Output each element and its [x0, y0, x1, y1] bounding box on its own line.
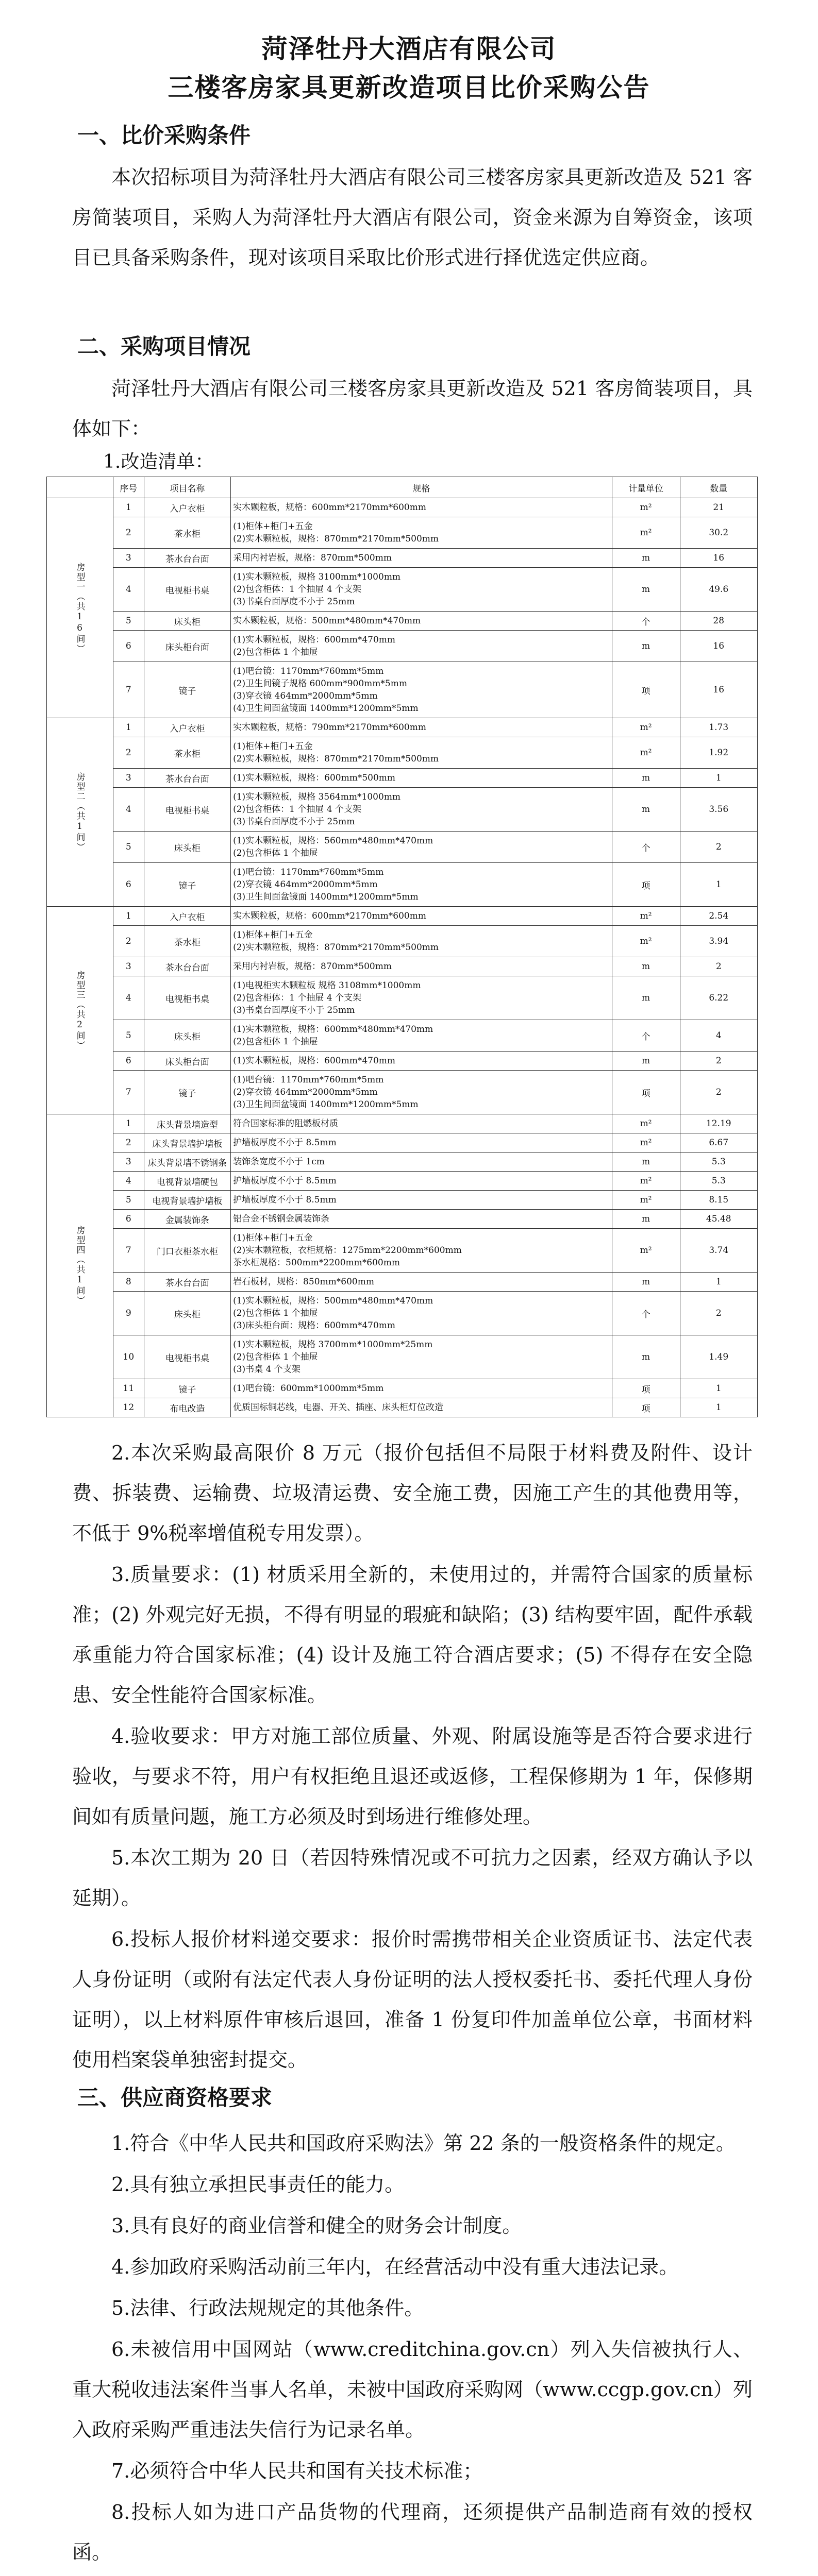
cell-name: 电视柜书桌 [144, 1335, 230, 1379]
title-line-2: 三楼客房家具更新改造项目比价采购公告 [168, 72, 650, 103]
cell-qty: 1.92 [680, 737, 758, 769]
qual-9 [72, 2573, 753, 2576]
table-row [47, 1398, 758, 1417]
table-row [47, 957, 758, 976]
cell-no: 12 [113, 1398, 144, 1417]
para-limit: 2.本次采购最高限价 8 万元（报价包括但不局限于材料费及附件、设计费、拆装费、运输费、垃圾清运费、安全施工费，因施工产生的其他费用等，不低于 9%税率增值税专用发票）。 [72, 1442, 753, 1545]
cell-qty: 1 [680, 769, 758, 788]
table-row [47, 1379, 758, 1398]
cell-no: 3 [113, 957, 144, 976]
cell-qty: 6.67 [680, 1133, 758, 1153]
cell-qty: 6.22 [680, 976, 758, 1020]
cell-name: 电视柜书桌 [144, 788, 230, 832]
table-row [47, 737, 758, 769]
cell-qty: 2 [680, 1052, 758, 1071]
cell-spec: (1)吧台镜：1170mm*760mm*5mm (2)穿衣镜 464mm*2000mm*5mm (3)卫生间面盆镜面 1400mm*1200mm*5mm [231, 1071, 612, 1114]
cell-qty: 16 [680, 662, 758, 718]
cell-spec: (1)吧台镜：1170mm*760mm*5mm (2)穿衣镜 464mm*2000mm*5mm (3)卫生间面盆镜面 1400mm*1200mm*5mm [231, 863, 612, 907]
table-row [47, 1292, 758, 1335]
cell-spec: 实木颗粒板，规格：500mm*480mm*470mm [231, 612, 612, 631]
cell-unit: m [612, 631, 680, 662]
cell-qty: 30.2 [680, 517, 758, 549]
table-row [47, 1210, 758, 1229]
cell-no: 4 [113, 976, 144, 1020]
cell-unit: m [612, 549, 680, 568]
room-type-label [47, 718, 113, 907]
cell-qty: 2.54 [680, 907, 758, 926]
cell-name: 入户衣柜 [144, 498, 230, 517]
title-line-1: 菏泽牡丹大酒店有限公司 [261, 33, 557, 64]
cell-qty: 5.3 [680, 1172, 758, 1191]
section-1-paragraph: 本次招标项目为菏泽牡丹大酒店有限公司三楼客房家具更新改造及 521 客房简装项目，采购人为菏泽牡丹大酒店有限公司，资金来源为自筹资金，该项目已具备采购条件，现对该项目采取比价形式进行择优选定供应商。 [72, 166, 753, 269]
cell-no: 2 [113, 1133, 144, 1153]
cell-no: 5 [113, 832, 144, 863]
cell-spec: 采用内衬岩板，规格：870mm*500mm [231, 549, 612, 568]
cell-unit: 项 [612, 1379, 680, 1398]
cell-qty: 1 [680, 1379, 758, 1398]
cell-name: 床头背景墙不锈钢条 [144, 1153, 230, 1172]
qual-8: 8.投标人如为进口产品货物的代理商，还须提供产品制造商有效的授权函。 [72, 2501, 753, 2564]
cell-spec: (1)柜体+柜门+五金 (2)实木颗粒板，规格：870mm*2170mm*500mm [231, 737, 612, 769]
cell-spec: (1)电视柜实木颗粒板 规格 3108mm*1000mm (2)包含柜体：1 个抽屉 4 个支架 (3)书桌台面厚度不小于 25mm [231, 976, 612, 1020]
para-acceptance: 4.验收要求：甲方对施工部位质量、外观、附属设施等是否符合要求进行验收，与要求不符，用户有权拒绝且退还或返修，工程保修期为 1 年，保修期间如有质量问题，施工方必须及时到场进行维修处理。 [72, 1725, 753, 1828]
section-2-intro: 菏泽牡丹大酒店有限公司三楼客房家具更新改造及 521 客房简装项目，具体如下： [72, 377, 753, 440]
cell-no: 7 [113, 662, 144, 718]
cell-no: 2 [113, 926, 144, 957]
cell-name: 床头柜台面 [144, 631, 230, 662]
cell-no: 9 [113, 1292, 144, 1335]
cell-no: 7 [113, 1229, 144, 1273]
cell-no: 3 [113, 1153, 144, 1172]
table-row [47, 612, 758, 631]
cell-no: 6 [113, 631, 144, 662]
cell-name: 床头柜 [144, 1292, 230, 1335]
items-table [46, 477, 758, 1417]
table-row [47, 718, 758, 737]
cell-spec: 装饰条宽度不小于 1cm [231, 1153, 612, 1172]
cell-unit: m² [612, 1133, 680, 1153]
cell-unit: m² [612, 718, 680, 737]
cell-name: 茶水台台面 [144, 549, 230, 568]
cell-unit: m² [612, 1172, 680, 1191]
cell-spec: (1)吧台镜：600mm*1000mm*5mm [231, 1379, 612, 1398]
qual-3: 3.具有良好的商业信誉和健全的财务会计制度。 [111, 2214, 522, 2237]
cell-qty: 2 [680, 1292, 758, 1335]
cell-unit: m² [612, 737, 680, 769]
cell-unit: m² [612, 907, 680, 926]
table-row [47, 1020, 758, 1052]
cell-spec: (1)实木颗粒板，规格：600mm*480mm*470mm (2)包含柜体 1 个抽屉 [231, 1020, 612, 1052]
cell-no: 5 [113, 612, 144, 631]
room-type-label [47, 498, 113, 718]
cell-qty: 28 [680, 612, 758, 631]
cell-qty: 16 [680, 549, 758, 568]
room-type-label-text: 房型一（共16间） [74, 562, 85, 654]
room-type-label-text: 房型四（共1间） [74, 1226, 85, 1306]
table-row [47, 1153, 758, 1172]
cell-unit: m [612, 1335, 680, 1379]
cell-name: 电视柜书桌 [144, 976, 230, 1020]
table-row [47, 832, 758, 863]
cell-no: 4 [113, 568, 144, 612]
cell-qty: 3.56 [680, 788, 758, 832]
cell-unit: m² [612, 926, 680, 957]
table-header-group [47, 477, 113, 498]
cell-qty: 4 [680, 1020, 758, 1052]
qual-5: 5.法律、行政法规规定的其他条件。 [111, 2297, 424, 2319]
table-row [47, 631, 758, 662]
cell-no: 7 [113, 1071, 144, 1114]
cell-spec: 采用内衬岩板，规格：870mm*500mm [231, 957, 612, 976]
cell-unit: 个 [612, 1020, 680, 1052]
room-type-label [47, 907, 113, 1114]
qual-6: 6.未被信用中国网站（www.creditchina.gov.cn）列入失信被执行人、重大税收违法案件当事人名单，未被中国政府采购网（www.ccgp.gov.cn）列入政府采购严重违法失信行为记录名单。 [72, 2338, 753, 2441]
table-row [47, 549, 758, 568]
table-row [47, 1114, 758, 1133]
cell-qty: 1 [680, 1398, 758, 1417]
cell-qty: 45.48 [680, 1210, 758, 1229]
cell-no: 8 [113, 1273, 144, 1292]
cell-name: 床头柜台面 [144, 1052, 230, 1071]
cell-qty: 3.94 [680, 926, 758, 957]
table-row [47, 1191, 758, 1210]
cell-no: 5 [113, 1191, 144, 1210]
table-row [47, 1273, 758, 1292]
section-3-heading: 三、供应商资格要求 [77, 2085, 273, 2110]
table-header-row [47, 477, 758, 498]
cell-name: 床头背景墙造型 [144, 1114, 230, 1133]
qual-1: 1.符合《中华人民共和国政府采购法》第 22 条的一般资格条件的规定。 [111, 2132, 736, 2155]
table-row [47, 926, 758, 957]
cell-no: 1 [113, 1114, 144, 1133]
cell-name: 入户衣柜 [144, 718, 230, 737]
cell-unit: m² [612, 1114, 680, 1133]
cell-name: 镜子 [144, 662, 230, 718]
cell-spec: (1)实木颗粒板，规格 3100mm*1000mm (2)包含柜体：1 个抽屉 4 个支架 (3)书桌台面厚度不小于 25mm [231, 568, 612, 612]
cell-name: 布电改造 [144, 1398, 230, 1417]
cell-qty: 5.3 [680, 1153, 758, 1172]
cell-unit: m² [612, 517, 680, 549]
cell-no: 3 [113, 769, 144, 788]
cell-unit: 项 [612, 1071, 680, 1114]
para-duration: 5.本次工期为 20 日（若因特殊情况或不可抗力之因素，经双方确认予以延期）。 [72, 1846, 753, 1909]
cell-name: 镜子 [144, 1379, 230, 1398]
cell-name: 床头柜 [144, 832, 230, 863]
cell-name: 床头柜 [144, 612, 230, 631]
cell-unit: 个 [612, 612, 680, 631]
table-row [47, 662, 758, 718]
cell-unit: m² [612, 1191, 680, 1210]
table-row [47, 517, 758, 549]
cell-unit: m² [612, 1229, 680, 1273]
cell-name: 茶水柜 [144, 517, 230, 549]
cell-unit: m [612, 788, 680, 832]
cell-no: 6 [113, 863, 144, 907]
cell-spec: 实木颗粒板，规格：600mm*2170mm*600mm [231, 907, 612, 926]
table-row [47, 1052, 758, 1071]
cell-unit: m [612, 769, 680, 788]
cell-spec: (1)实木颗粒板，规格：600mm*500mm [231, 769, 612, 788]
cell-spec: 优质国标铜芯线，电器、开关、插座、床头柜灯位改造 [231, 1398, 612, 1417]
cell-spec: 铝合金不锈钢金属装饰条 [231, 1210, 612, 1229]
cell-unit: m [612, 1273, 680, 1292]
cell-no: 1 [113, 718, 144, 737]
cell-qty: 1 [680, 863, 758, 907]
cell-no: 2 [113, 737, 144, 769]
cell-no: 1 [113, 498, 144, 517]
cell-no: 6 [113, 1052, 144, 1071]
cell-qty: 2 [680, 832, 758, 863]
cell-name: 茶水台台面 [144, 769, 230, 788]
cell-unit: m [612, 1052, 680, 1071]
cell-unit: 项 [612, 1398, 680, 1417]
cell-no: 5 [113, 1020, 144, 1052]
cell-name: 门口衣柜茶水柜 [144, 1229, 230, 1273]
cell-unit: m [612, 976, 680, 1020]
table-row [47, 1172, 758, 1191]
cell-unit: m [612, 568, 680, 612]
section-2-heading: 二、采购项目情况 [77, 334, 251, 359]
room-type-label-text: 房型二（共1间） [74, 772, 85, 852]
list-label: 1.改造清单： [103, 451, 214, 472]
cell-spec: 实木颗粒板，规格：600mm*2170mm*600mm [231, 498, 612, 517]
table-header-name: 项目名称 [144, 477, 230, 498]
cell-qty: 16 [680, 631, 758, 662]
cell-name: 床头柜 [144, 1020, 230, 1052]
cell-no: 4 [113, 788, 144, 832]
cell-name: 入户衣柜 [144, 907, 230, 926]
cell-no: 6 [113, 1210, 144, 1229]
cell-no: 10 [113, 1335, 144, 1379]
cell-qty: 21 [680, 498, 758, 517]
cell-unit: m [612, 957, 680, 976]
cell-qty: 49.6 [680, 568, 758, 612]
section-1-heading: 一、比价采购条件 [77, 123, 251, 148]
table-header-unit: 计量单位 [612, 477, 680, 498]
cell-spec: (1)吧台镜：1170mm*760mm*5mm (2)卫生间镜子规格 600mm*900mm*5mm (3)穿衣镜 464mm*2000mm*5mm (4)卫生间面盆镜面 1400mm*1200mm*5mm [231, 662, 612, 718]
qual-7: 7.必须符合中华人民共和国有关技术标准； [111, 2460, 483, 2482]
cell-spec: 符合国家标准的阻燃板材质 [231, 1114, 612, 1133]
cell-spec: (1)实木颗粒板，规格 3564mm*1000mm (2)包含柜体：1 个抽屉 4 个支架 (3)书桌台面厚度不小于 25mm [231, 788, 612, 832]
cell-qty: 2 [680, 1071, 758, 1114]
cell-unit: 个 [612, 832, 680, 863]
cell-unit: m [612, 1153, 680, 1172]
cell-spec: 实木颗粒板，规格：790mm*2170mm*600mm [231, 718, 612, 737]
cell-name: 镜子 [144, 1071, 230, 1114]
cell-qty: 3.74 [680, 1229, 758, 1273]
table-row [47, 1071, 758, 1114]
cell-spec: (1)柜体+柜门+五金 (2)实木颗粒板，规格：870mm*2170mm*500mm [231, 517, 612, 549]
cell-spec: 护墙板厚度不小于 8.5mm [231, 1133, 612, 1153]
cell-name: 电视背景墙护墙板 [144, 1191, 230, 1210]
cell-spec: (1)实木颗粒板，规格：600mm*470mm (2)包含柜体 1 个抽屉 [231, 631, 612, 662]
cell-name: 金属装饰条 [144, 1210, 230, 1229]
cell-spec: (1)实木颗粒板，规格：560mm*480mm*470mm (2)包含柜体 1 个抽屉 [231, 832, 612, 863]
cell-spec: 岩石板材，规格：850mm*600mm [231, 1273, 612, 1292]
cell-spec: (1)实木颗粒板，规格：600mm*470mm [231, 1052, 612, 1071]
cell-spec: (1)实木颗粒板，规格 3700mm*1000mm*25mm (2)包含柜体 1 个抽屉 (3)书桌 4 个支架 [231, 1335, 612, 1379]
cell-qty: 1.49 [680, 1335, 758, 1379]
cell-qty: 8.15 [680, 1191, 758, 1210]
qual-2: 2.具有独立承担民事责任的能力。 [111, 2173, 405, 2196]
table-header-spec: 规格 [231, 477, 612, 498]
cell-spec: (1)柜体+柜门+五金 (2)实木颗粒板，衣柜规格：1275mm*2200mm*600mm 茶水柜规格：500mm*2200mm*600mm [231, 1229, 612, 1273]
cell-spec: (1)柜体+柜门+五金 (2)实木颗粒板，规格：870mm*2170mm*500mm [231, 926, 612, 957]
cell-unit: 个 [612, 1292, 680, 1335]
cell-name: 茶水柜 [144, 926, 230, 957]
table-row [47, 498, 758, 517]
cell-qty: 1 [680, 1273, 758, 1292]
table-row [47, 1133, 758, 1153]
cell-spec: (1)实木颗粒板，规格：500mm*480mm*470mm (2)包含柜体 1 个抽屉 (3)床头柜台面：规格：600mm*470mm [231, 1292, 612, 1335]
cell-spec: 护墙板厚度不小于 8.5mm [231, 1191, 612, 1210]
cell-name: 茶水台台面 [144, 957, 230, 976]
cell-name: 茶水台台面 [144, 1273, 230, 1292]
table-row [47, 568, 758, 612]
table-row [47, 863, 758, 907]
cell-qty: 12.19 [680, 1114, 758, 1133]
cell-no: 1 [113, 907, 144, 926]
cell-name: 镜子 [144, 863, 230, 907]
room-type-label [47, 1114, 113, 1417]
cell-qty: 2 [680, 957, 758, 976]
items-table-body [47, 498, 758, 1417]
para-quality: 3.质量要求：(1) 材质采用全新的，未使用过的，并需符合国家的质量标准；(2) 外观完好无损，不得有明显的瑕疵和缺陷；(3) 结构要牢固，配件承载承重能力符合国家标准；(4) 设计及施工符合酒店要求；(5) 不得存在安全隐患、安全性能符合国家标准。 [72, 1563, 753, 1706]
table-row [47, 1229, 758, 1273]
table-row [47, 769, 758, 788]
room-type-label-text: 房型三（共2间） [74, 970, 85, 1050]
cell-unit: 项 [612, 863, 680, 907]
para-submission: 6.投标人报价材料递交要求：报价时需携带相关企业资质证书、法定代表人身份证明（或附有法定代表人身份证明的法人授权委托书、委托代理人身份证明），以上材料原件审核后退回，准备 1 份复印件加盖单位公章，书面材料使用档案袋单独密封提交。 [72, 1928, 753, 2071]
cell-name: 床头背景墙护墙板 [144, 1133, 230, 1153]
table-row [47, 976, 758, 1020]
table-header-no: 序号 [113, 477, 144, 498]
cell-name: 电视背景墙硬包 [144, 1172, 230, 1191]
cell-spec: 护墙板厚度不小于 8.5mm [231, 1172, 612, 1191]
cell-no: 2 [113, 517, 144, 549]
qual-4: 4.参加政府采购活动前三年内，在经营活动中没有重大违法记录。 [111, 2256, 679, 2278]
cell-no: 4 [113, 1172, 144, 1191]
table-header-qty: 数量 [680, 477, 758, 498]
cell-qty: 1.73 [680, 718, 758, 737]
cell-no: 11 [113, 1379, 144, 1398]
cell-unit: m² [612, 498, 680, 517]
table-row [47, 788, 758, 832]
cell-unit: m [612, 1210, 680, 1229]
cell-unit: 项 [612, 662, 680, 718]
cell-no: 3 [113, 549, 144, 568]
table-row [47, 1335, 758, 1379]
cell-name: 电视柜书桌 [144, 568, 230, 612]
cell-name: 茶水柜 [144, 737, 230, 769]
table-row [47, 907, 758, 926]
